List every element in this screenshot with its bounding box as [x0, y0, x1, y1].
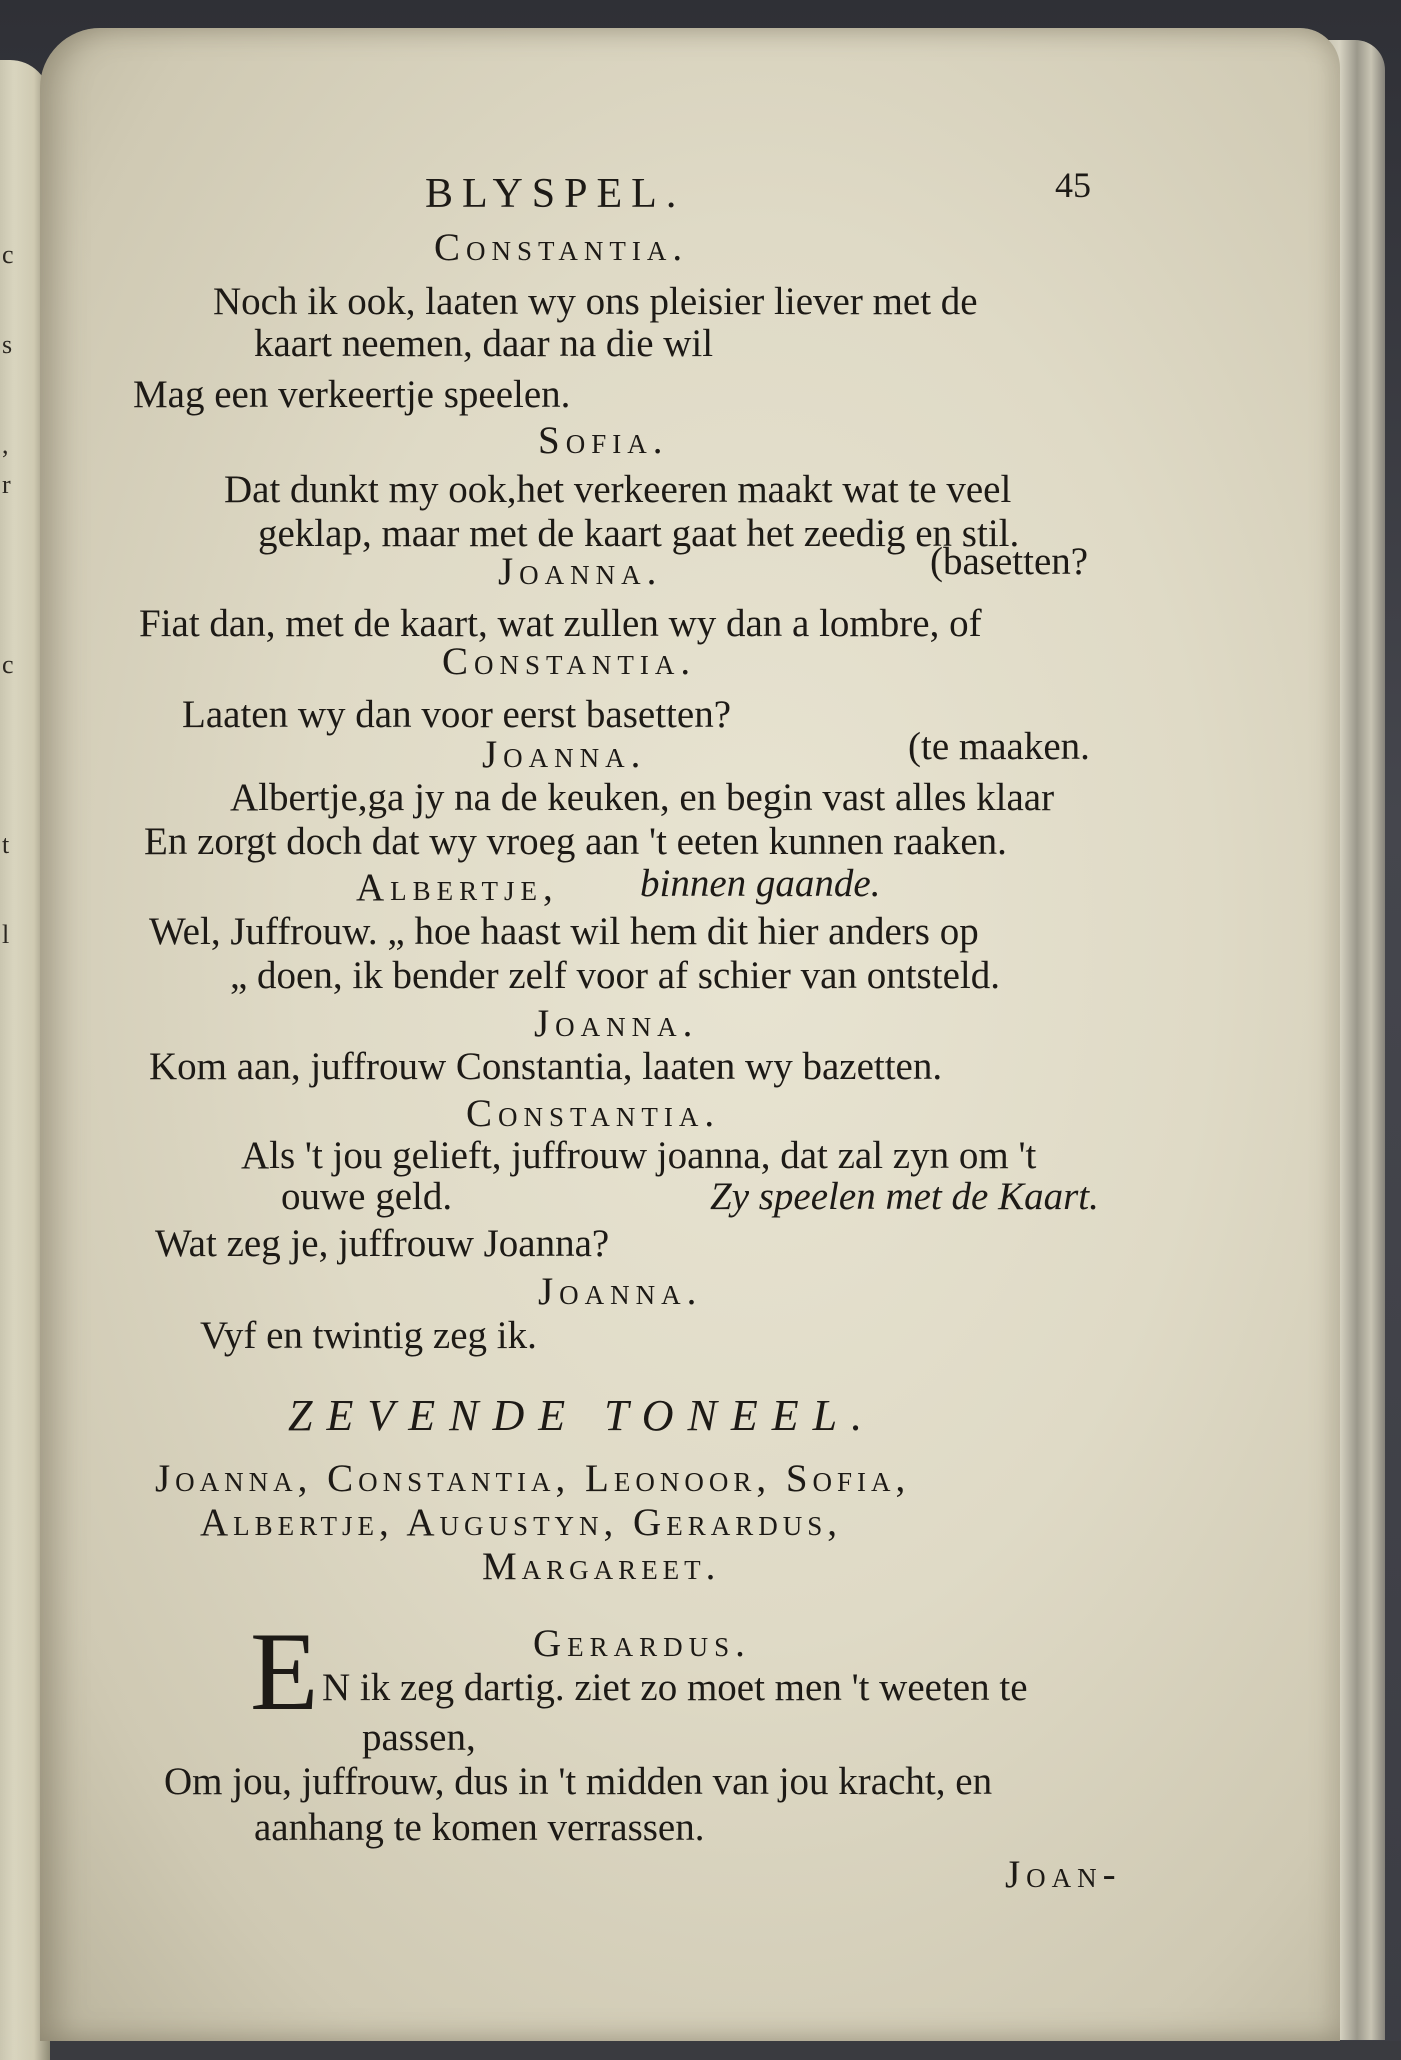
stage-direction: Zy speelen met de Kaart. [710, 1175, 1099, 1218]
cast-line: Albertje, Augustyn, Gerardus, [200, 1501, 842, 1544]
stage-direction: binnen gaande. [640, 862, 881, 905]
verse-line: Albertje,ga jy na de keuken, en begin vast alles klaar [230, 776, 1055, 819]
verse-line: Laaten wy dan voor eerst basetten? [182, 693, 732, 736]
margin-mark: , [2, 430, 9, 459]
speaker-name: Albertje, [356, 866, 559, 909]
speaker-name: Constantia. [466, 1092, 721, 1135]
verse-line: Wel, Juffrouw. „ hoe haast wil hem dit hier anders op [149, 910, 979, 953]
verse-line: En zorgt doch dat wy vroeg aan 't eeten kunnen raaken. [144, 820, 1007, 863]
margin-mark: c [2, 240, 14, 269]
verse-line: aanhang te komen verrassen. [254, 1806, 705, 1849]
scene-title: ZEVENDE TONEEL. [288, 1391, 877, 1440]
verse-line: Dat dunkt my ook,het verkeeren maakt wat te veel [224, 468, 1012, 511]
margin-mark: c [2, 650, 14, 679]
verse-line: kaart neemen, daar na die wil [254, 322, 714, 365]
verse-line: „ doen, ik bender zelf voor af schier van ontsteld. [230, 954, 1000, 997]
drop-cap: E [250, 1610, 319, 1734]
margin-mark: l [2, 920, 10, 949]
verse-line: N ik zeg dartig. ziet zo moet men 't weeten te [322, 1666, 1028, 1709]
speaker-name: Joanna. [482, 733, 647, 776]
catchword: Joan- [1005, 1853, 1122, 1896]
verse-aside: (basetten? [930, 540, 1089, 583]
running-header: BLYSPEL. [425, 171, 686, 217]
page-number: 45 [1055, 165, 1091, 205]
verse-line: Om jou, juffrouw, dus in 't midden van jou kracht, en [164, 1760, 993, 1803]
speaker-name: Joanna. [534, 1002, 699, 1045]
speaker-name: Constantia. [442, 640, 697, 683]
speaker-name: Gerardus. [533, 1622, 751, 1665]
speaker-name: Joanna. [498, 550, 663, 593]
speaker-name: Constantia. [434, 226, 689, 269]
margin-mark: r [2, 470, 11, 499]
cast-line: Margareet. [482, 1545, 721, 1588]
verse-line: Vyf en twintig zeg ik. [200, 1314, 537, 1357]
verse-line: geklap, maar met de kaart gaat het zeedig en stil. [258, 512, 1020, 555]
verse-line: ouwe geld. [281, 1175, 453, 1218]
verse-line: passen, [362, 1716, 476, 1759]
cast-line: Joanna, Constantia, Leonoor, Sofia, [155, 1457, 911, 1500]
speaker-name: Sofia. [538, 419, 669, 462]
verse-line: Als 't jou gelieft, juffrouw joanna, dat zal zyn om 't [241, 1134, 1037, 1177]
verse-aside: (te maaken. [908, 725, 1090, 768]
verse-line: Fiat dan, met de kaart, wat zullen wy dan a lombre, of [139, 602, 982, 645]
speaker-name: Joanna. [538, 1270, 703, 1313]
verse-line: Wat zeg je, juffrouw Joanna? [155, 1222, 610, 1265]
verse-line: Mag een verkeertje speelen. [133, 373, 571, 416]
verse-line: Kom aan, juffrouw Constantia, laaten wy bazetten. [149, 1045, 943, 1088]
margin-mark: t [2, 830, 10, 859]
verse-line: Noch ik ook, laaten wy ons pleisier liever met de [213, 280, 978, 323]
margin-mark: s [2, 330, 13, 359]
